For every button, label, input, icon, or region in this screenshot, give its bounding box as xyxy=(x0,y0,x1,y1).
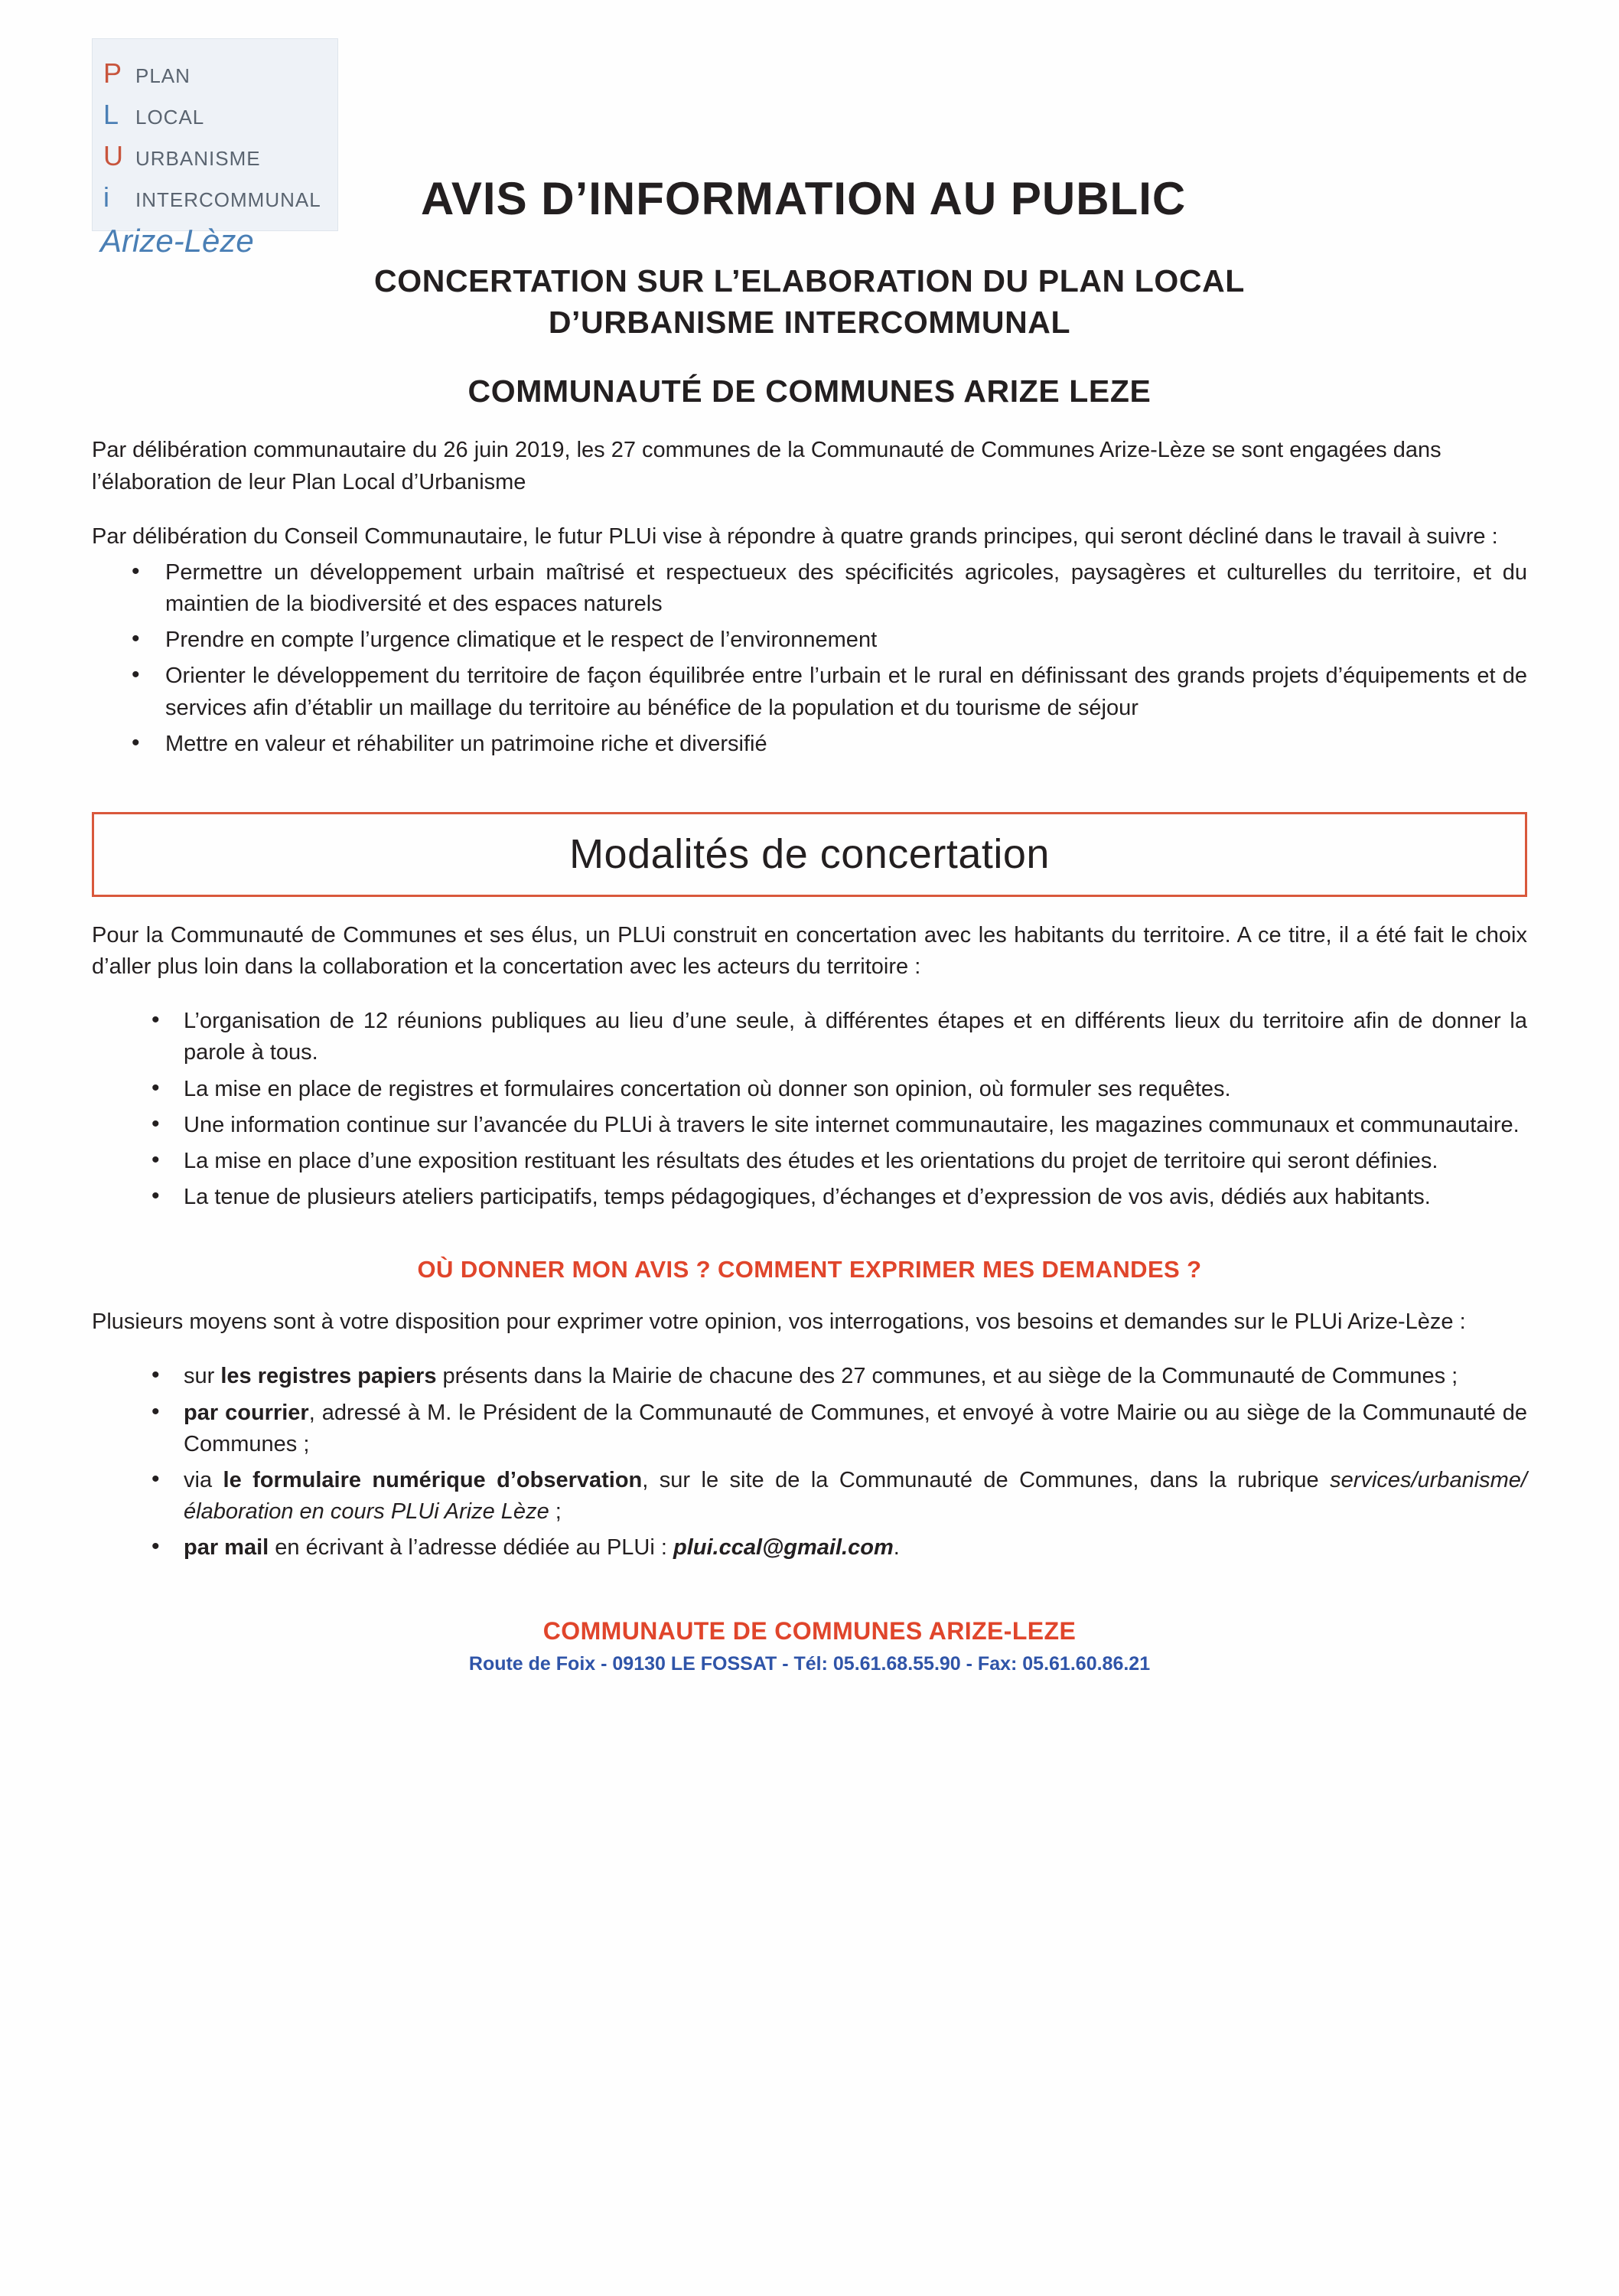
document-header xyxy=(92,31,1527,259)
list-item xyxy=(92,1465,1527,1528)
avis-item-0-bold: les registres papiers xyxy=(220,1364,437,1389)
list-item: • Permettre un développement urbain maîtrisé et respectueux des spécificités agricoles, paysagères et culturelles du territoire, et du maintien de la biodiversité et des espaces naturels xyxy=(92,557,1527,620)
avis-item-3-tail: . xyxy=(893,1535,900,1561)
list-item: • L’organisation de 12 réunions publiques au lieu d’une seule, à différentes étapes et en différents lieux du territoire afin de donner la parole à tous. xyxy=(92,1006,1527,1068)
list-item: • La mise en place de registres et formulaires concertation où donner son opinion, où formuler ses requêtes. xyxy=(92,1074,1527,1105)
list-item: • Prendre en compte l’urgence climatique et le respect de l’environnement xyxy=(92,625,1527,656)
avis-item-2-post: , sur le site de la Communauté de Communes, dans la rubrique xyxy=(642,1467,1331,1492)
list-item xyxy=(92,1397,1527,1460)
concertation-paragraph: Pour la Communauté de Communes et ses élus, un PLUi construit en concertation avec les habitants du territoire. A ce titre, il a été fait le choix d’aller plus loin dans la collaboration et la concertation avec les acteurs du territoire : xyxy=(92,922,1527,980)
list-item: • Orienter le développement du territoire de façon équilibrée entre l’urbain et le rural en définissant des grands projets d’équipements et de services afin d’établir un maillage du territoire au bénéfice de la population et du tourisme de séjour xyxy=(92,660,1527,723)
list-item: • Une information continue sur l’avancée du PLUi à travers le site internet communautaire, les magazines communaux et communautaire. xyxy=(92,1110,1527,1141)
concertation-list xyxy=(92,1006,1527,1213)
avis-item-3-bold: par mail xyxy=(184,1535,269,1561)
logo-territory-name: Arize-Lèze xyxy=(100,223,254,259)
list-item: • La tenue de plusieurs ateliers participatifs, temps pédagogiques, d’échanges et d’expression de vos avis, dédiés aux habitants. xyxy=(92,1182,1527,1213)
list-item xyxy=(92,1361,1527,1392)
logo-word-local: LOCAL xyxy=(135,106,205,129)
intro-paragraph-1: Par délibération communautaire du 26 juin 2019, les 27 communes de la Communauté de Communes Arize-Lèze se sont engagées dans l’élaboration de leur Plan Local d’Urbanisme xyxy=(92,438,1441,494)
avis-item-3-email[interactable]: plui.ccal@gmail.com xyxy=(673,1535,894,1561)
avis-item-2-bold: le formulaire numérique d’observation xyxy=(223,1467,643,1492)
list-item xyxy=(92,1532,1527,1564)
avis-item-2-italic: services/urbanisme/élaboration en cours PLUi Arize Lèze xyxy=(184,1467,1527,1525)
avis-item-1-bold: par courrier xyxy=(184,1400,309,1425)
modalites-banner xyxy=(92,812,1527,897)
subtitle-line-1: CONCERTATION SUR L’ELABORATION DU PLAN LOCAL xyxy=(374,263,1245,298)
list-item: • La mise en place d’une exposition restituant les résultats des études et les orientations du projet de territoire qui seront définies. xyxy=(92,1146,1527,1177)
list-item: • Mettre en valeur et réhabiliter un patrimoine riche et diversifié xyxy=(92,729,1527,760)
logo-row-intercommunal xyxy=(103,177,337,218)
footer-contact: Route de Foix - 09130 LE FOSSAT - Tél: 05.61.68.55.90 - Fax: 05.61.60.86.21 xyxy=(468,1653,1151,1675)
avis-item-0-pre: sur xyxy=(184,1364,221,1389)
subtitle-line-3: COMMUNAUTÉ DE COMMUNES ARIZE LEZE xyxy=(467,373,1152,409)
avis-list xyxy=(92,1361,1527,1564)
document-footer xyxy=(92,1617,1527,1675)
avis-item-3-post: en écrivant à l’adresse dédiée au PLUi : xyxy=(269,1535,673,1561)
avis-paragraph: Plusieurs moyens sont à votre disposition pour exprimer votre opinion, vos interrogations, vos besoins et demandes sur le PLUi Arize-Lèze : xyxy=(92,1309,1466,1335)
logo-row-urbanisme xyxy=(103,135,337,177)
avis-heading: OÙ DONNER MON AVIS ? COMMENT EXPRIMER MES DEMANDES ? xyxy=(417,1256,1202,1283)
logo-word-intercommunal: INTERCOMMUNAL xyxy=(135,188,321,211)
logo-letter-u: U xyxy=(103,140,123,171)
logo-letter-l: L xyxy=(103,99,119,130)
avis-item-2-tail: ; xyxy=(549,1499,562,1525)
logo-word-urbanisme: URBANISME xyxy=(135,147,261,170)
avis-item-2-pre: via xyxy=(184,1467,223,1492)
logo-word-plan: PLAN xyxy=(135,64,191,87)
modalites-banner-title: Modalités de concertation xyxy=(569,831,1050,878)
page-title: AVIS D’INFORMATION AU PUBLIC xyxy=(421,173,1187,224)
logo-row-plan xyxy=(103,53,337,94)
subtitle-block xyxy=(92,260,1527,412)
subtitle-line-2: D’URBANISME INTERCOMMUNAL xyxy=(548,305,1071,341)
logo-letter-p: P xyxy=(103,57,122,89)
avis-item-1-post: , adressé à M. le Président de la Communauté de Communes, et envoyé à votre Mairie ou au siège de la Communauté de Communes ; xyxy=(184,1400,1527,1456)
intro-paragraph-2: Par délibération du Conseil Communautaire, le futur PLUi vise à répondre à quatre grands principes, qui seront décliné dans le travail à suivre : xyxy=(92,523,1498,549)
avis-item-0-post: présents dans la Mairie de chacune des 27 communes, et au siège de la Communauté de Communes ; xyxy=(436,1364,1458,1389)
logo-letter-i: i xyxy=(103,181,109,213)
plui-logo xyxy=(92,38,338,259)
footer-organisation: COMMUNAUTE DE COMMUNES ARIZE-LEZE xyxy=(542,1617,1077,1645)
logo-row-local xyxy=(103,94,337,135)
principles-list xyxy=(92,557,1527,760)
